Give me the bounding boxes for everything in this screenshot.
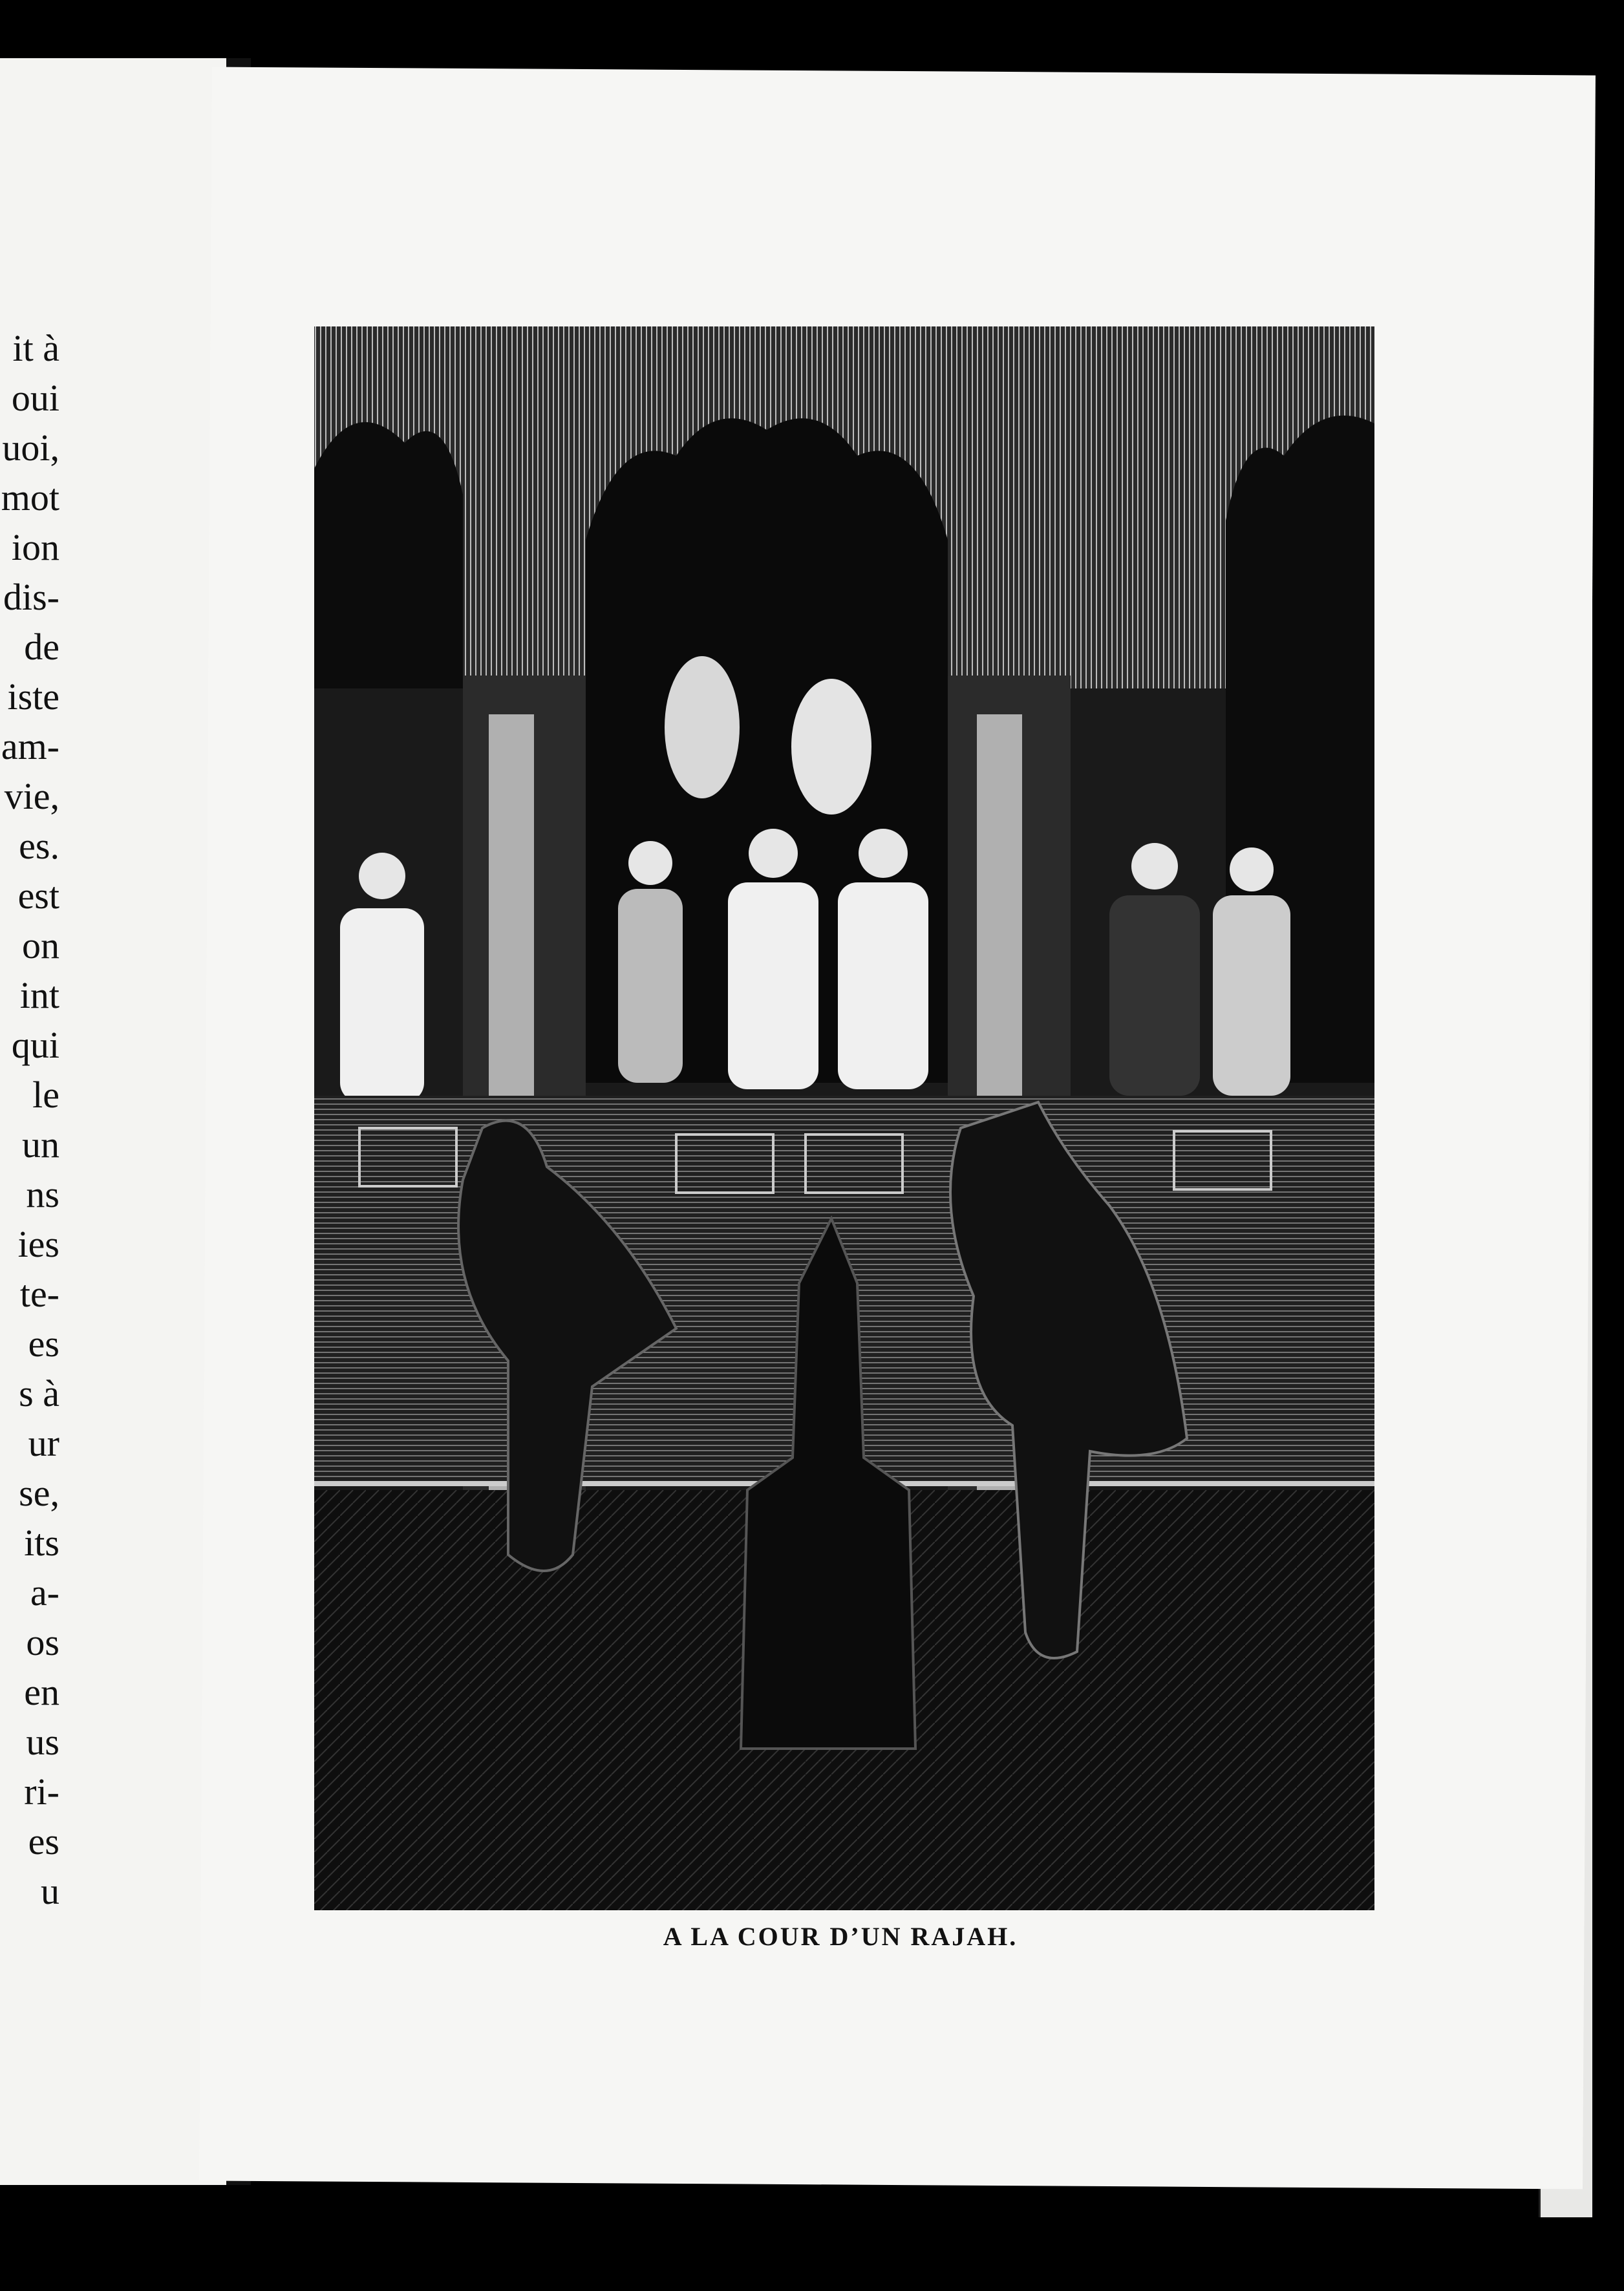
text-line: it à (12, 327, 59, 369)
text-line: iste (7, 676, 59, 718)
text-line: uoi, (2, 427, 59, 469)
text-line: vie, (4, 775, 59, 817)
text-line: ion (11, 526, 59, 568)
text-line: oui (11, 377, 59, 419)
text-line: its (24, 1522, 59, 1564)
text-line: est (17, 875, 59, 917)
left-page (0, 58, 229, 2185)
text-line: mot (1, 476, 59, 518)
text-line: u (41, 1870, 59, 1912)
text-line: on (22, 924, 59, 966)
text-line: es (28, 1323, 59, 1365)
text-line: int (19, 974, 59, 1016)
text-line: le (32, 1074, 59, 1116)
text-line: ns (26, 1173, 59, 1215)
text-line: a- (30, 1572, 59, 1614)
text-line: ur (28, 1422, 59, 1464)
feather-fan (791, 679, 871, 815)
text-line: dis- (3, 576, 59, 618)
text-line: os (26, 1621, 59, 1663)
text-line: se, (19, 1472, 59, 1514)
text-line: s à (19, 1372, 59, 1414)
text-line: ri- (24, 1771, 59, 1813)
text-line: es. (19, 825, 59, 867)
text-line: qui (11, 1024, 59, 1066)
feather-fan (665, 656, 740, 798)
text-line: te- (19, 1273, 59, 1315)
text-line: us (26, 1721, 59, 1763)
illustration-caption: A LA COUR D’UN RAJAH. (663, 1922, 1018, 1951)
text-line: am- (1, 725, 59, 767)
text-line: un (22, 1124, 59, 1166)
text-line: en (24, 1671, 59, 1713)
engraving-illustration (314, 326, 1374, 1910)
left-arch (314, 422, 463, 688)
text-line: de (24, 626, 59, 668)
text-line: es (28, 1820, 59, 1862)
text-line: ies (17, 1223, 59, 1265)
left-page-text (0, 323, 59, 1916)
